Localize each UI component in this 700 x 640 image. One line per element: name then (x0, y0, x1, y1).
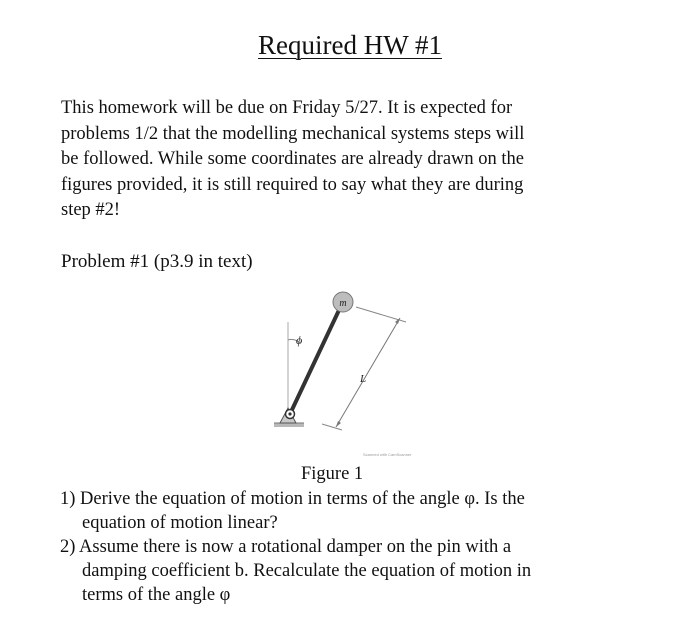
intro-line: This homework will be due on Friday 5/27. It is expected for (61, 98, 513, 118)
intro-line: be followed. While some coordinates are already drawn on the (61, 149, 525, 169)
intro-line: problems 1/2 that the modelling mechanical systems steps will (61, 123, 525, 144)
length-label: L (360, 373, 367, 385)
question-item (60, 487, 670, 535)
question-line: damping coefficient b. Recalculate the equation of motion in (82, 561, 532, 581)
figure-caption: Figure 1 (301, 464, 364, 484)
question-line: terms of the angle φ (82, 585, 231, 605)
length-dimension (322, 307, 406, 430)
question-line: 1) Derive the equation of motion in terms of the angle φ. Is the (60, 489, 525, 509)
pin-support (280, 408, 296, 423)
question-item (60, 535, 670, 607)
problem-heading: Problem #1 (p3.9 in text) (61, 251, 253, 272)
intro-line: step #2! (61, 200, 121, 220)
question-list (60, 487, 670, 607)
angle-label: ϕ (296, 333, 303, 347)
page-title: Required HW #1 (258, 30, 442, 60)
question-line: equation of motion linear? (82, 513, 278, 533)
ground-support (274, 423, 304, 427)
mass-label: m (339, 298, 347, 309)
question-line: 2) Assume there is now a rotational damper on the pin with a (60, 537, 512, 557)
intro-line: figures provided, it is still required to say what they are during (61, 174, 524, 195)
scanner-watermark: Scanned with CamScanner (363, 452, 412, 457)
intro-paragraph (61, 96, 651, 224)
pendulum-figure (260, 280, 420, 460)
pendulum-rod (290, 308, 340, 414)
pendulum-diagram (260, 280, 420, 460)
